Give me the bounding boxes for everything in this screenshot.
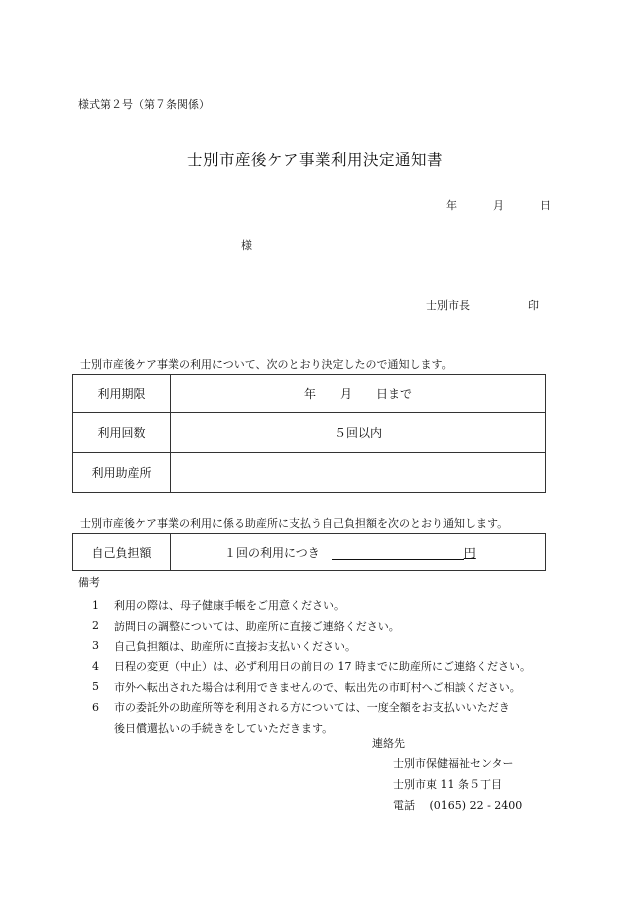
contact-office: 士別市保健福祉センター xyxy=(393,756,514,770)
contact-block xyxy=(393,752,522,815)
addressee-honorific: 様 xyxy=(241,239,252,252)
copay-table xyxy=(72,533,546,571)
note-text: 市外へ転出された場合は利用できませんので、転出先の市町村へご相談ください。 xyxy=(114,680,521,694)
date-month-label: 月 xyxy=(493,199,504,212)
note-text: 日程の変更（中止）は、必ず利用日の前日の 17 時までに助産所にご連絡ください。 xyxy=(114,660,531,674)
note-number: 3 xyxy=(92,639,99,653)
issuer-name: 士別市長 xyxy=(426,299,470,312)
notes-heading: 備考 xyxy=(78,576,100,589)
note-number: 5 xyxy=(92,680,99,694)
note-number: 2 xyxy=(92,619,99,633)
contact-address: 士別市東 11 条５丁目 xyxy=(393,777,502,791)
copay-amount-blank xyxy=(332,546,464,560)
note-text: 市の委託外の助産所等を利用される方については、一度全額をお支払いいただき xyxy=(114,701,510,715)
contact-label: 連絡先 xyxy=(372,737,405,750)
copay-label: 自己負担額 xyxy=(73,534,171,571)
usage-period-value: 年 月 日まで xyxy=(171,375,546,413)
table-row xyxy=(73,534,546,571)
note-number: 6 xyxy=(92,700,99,714)
usage-table xyxy=(72,374,546,493)
midwife-clinic-value xyxy=(171,453,546,493)
note-text: 自己負担額は、助産所に直接お支払いください。 xyxy=(114,639,356,653)
notes-list xyxy=(92,595,531,738)
seal-mark: 印 xyxy=(528,299,539,312)
note-number: 1 xyxy=(92,598,99,612)
table-row xyxy=(73,375,546,413)
document-title: 士別市産後ケア事業利用決定通知書 xyxy=(186,151,443,169)
list-item xyxy=(92,697,531,717)
list-item xyxy=(92,656,531,676)
note-text: 訪問日の調整については、助産所に直接ご連絡ください。 xyxy=(114,619,400,633)
date-day-label: 日 xyxy=(540,199,551,212)
copay-value xyxy=(171,534,546,571)
usage-period-label: 利用期限 xyxy=(73,375,171,413)
note-text-continuation: 後日償還払いの手続きをしていただきます。 xyxy=(114,721,334,735)
decision-intro: 士別市産後ケア事業の利用について、次のとおり決定したので通知します。 xyxy=(80,358,453,371)
form-number: 様式第２号（第７条関係） xyxy=(78,98,210,111)
list-item xyxy=(92,595,531,615)
copay-unit: 円 xyxy=(463,545,476,560)
note-number: 4 xyxy=(92,659,99,673)
list-item xyxy=(92,615,531,635)
table-row xyxy=(73,453,546,493)
contact-phone: 電話 (0165) 22 ‐ 2400 xyxy=(393,798,523,812)
copay-prefix: １回の利用につき xyxy=(224,545,320,560)
midwife-clinic-label: 利用助産所 xyxy=(73,453,171,493)
table-row xyxy=(73,413,546,453)
list-item xyxy=(92,677,531,697)
list-item xyxy=(92,636,531,656)
date-year-label: 年 xyxy=(446,199,457,212)
usage-count-label: 利用回数 xyxy=(73,413,171,453)
note-text: 利用の際は、母子健康手帳をご用意ください。 xyxy=(114,599,345,613)
copay-intro: 士別市産後ケア事業の利用に係る助産所に支払う自己負担額を次のとおり通知します。 xyxy=(80,517,509,530)
usage-count-value: ５回以内 xyxy=(171,413,546,453)
